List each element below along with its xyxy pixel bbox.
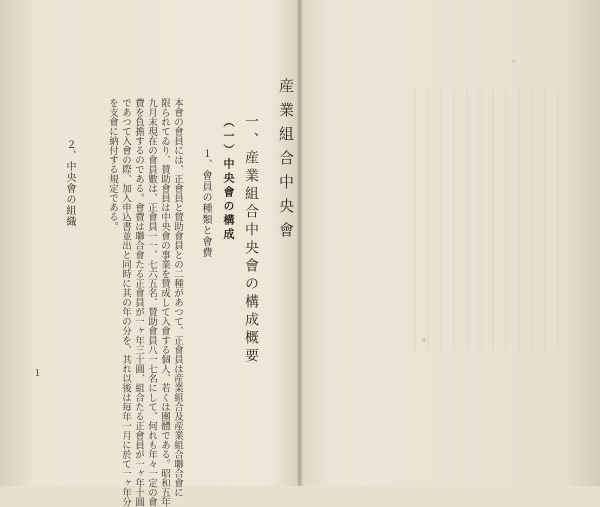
- section-heading: 一、産業組合中央會の構成概要: [243, 114, 259, 366]
- body-column: 費を負擔するのである。會費は聯合會たる正會員が一ヶ年三十圓、組合たる正會員が一ヶ年十圓: [133, 98, 144, 507]
- body-column: であつて入會の際、加入申込書並出と同時に其の年の分を、其れ以後は毎年一月に於て一ヶ年分: [120, 98, 131, 507]
- item-heading-members: １、會員の種類と會費: [200, 148, 211, 258]
- subsection-heading: （一）中央會の構成: [222, 116, 235, 242]
- right-page-blank: [302, 0, 600, 486]
- left-page: [0, 0, 298, 507]
- body-column: を支會に納付する規定である。: [107, 98, 118, 231]
- running-title: 産業組合中央會: [277, 78, 295, 246]
- item-heading-organization: ２、中央會の組織: [64, 139, 75, 227]
- paper-spot: [422, 338, 426, 342]
- body-column: 本會の會員には、正會員と賛助會員との二種があつて、正會員は産業組合及産業組合聯合會に: [172, 98, 183, 497]
- body-column: 九月末現在の會員數は、正會員一一、七六五名、賛助會員八一七名にして、何れも年々一定の會: [146, 98, 157, 507]
- paper-spot: [512, 60, 515, 63]
- body-column: 限られてゐり、賛助會員は中央會の事業を賛成して入會する個人、若くは團體である。昭和五年: [159, 98, 170, 507]
- page-number: １: [33, 369, 43, 379]
- show-through-texture: [414, 90, 564, 350]
